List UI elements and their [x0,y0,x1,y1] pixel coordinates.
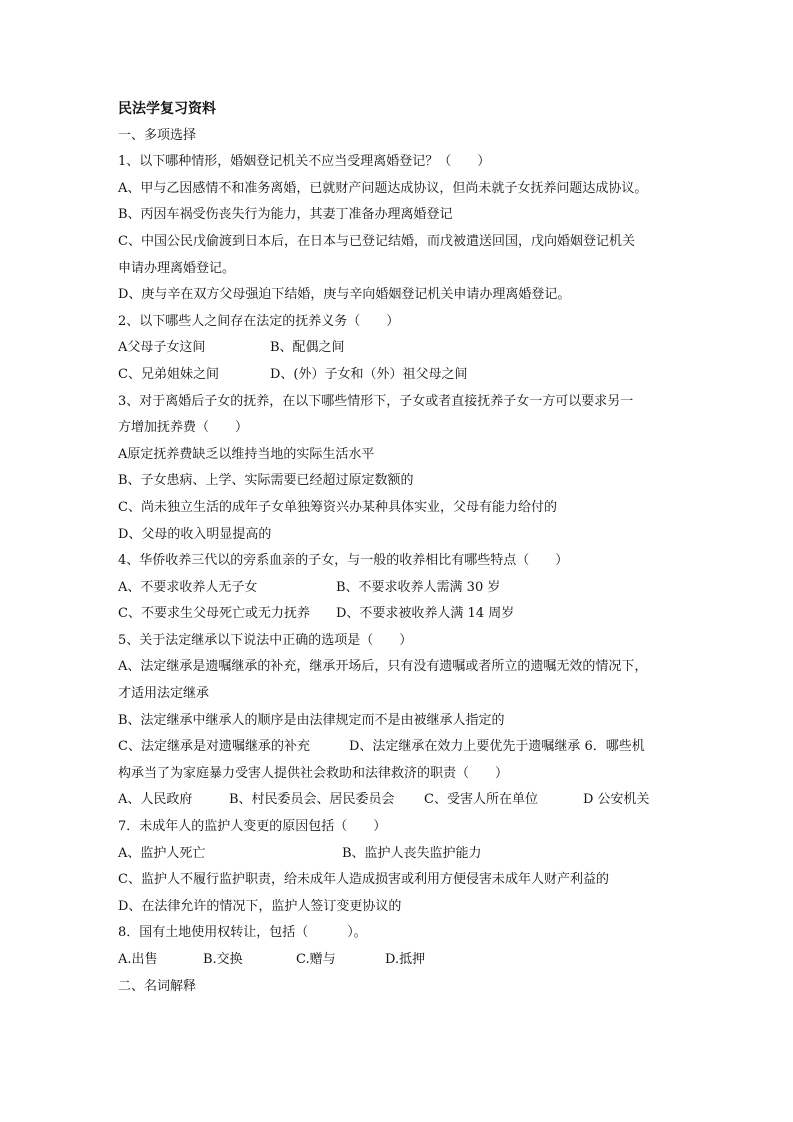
question-2-option-a: A父母子女这间 [118,340,206,356]
question-1-option-b: B、丙因车祸受伤丧失行为能力，其妻丁准备办理离婚登记 [118,207,453,223]
question-6-option-d: D 公安机关 [583,792,650,808]
question-3-option-c: C、尚未独立生活的成年子女单独筹资兴办某种具体实业，父母有能力给付的 [118,499,557,515]
question-7-option-b: B、监护人丧失监护能力 [342,845,482,861]
question-3-stem-cont: 方增加抚养费（ ） [118,420,249,436]
question-8-stem: 8．国有土地使用权转让，包括（ ）。 [118,925,367,941]
question-2-stem: 2、以下哪些人之间存在法定的抚养义务（ ） [118,313,400,329]
question-8-option-a: A.出售 [118,952,158,967]
question-3-option-b: B、子女患病、上学、实际需要已经超过原定数额的 [118,473,414,489]
question-7-options-row [118,841,688,868]
document-title: 民法学复习资料 [118,101,216,117]
question-8-option-b: B.交换 [203,952,243,967]
question-8-options-row [118,947,688,974]
question-5-stem: 5、关于法定继承以下说法中正确的选项是（ ） [118,632,413,648]
question-5-option-a: A、法定继承是遗嘱继承的补充，继承开场后，只有没有遗嘱或者所立的遗嘱无效的情况下， [118,659,648,675]
question-6-option-b: B、村民委员会、居民委员会 [229,792,395,808]
question-7-stem: 7．未成年人的监护人变更的原因包括（ ） [118,819,387,835]
question-5-option-a-cont: 才适用法定继承 [118,686,210,702]
question-3-option-d: D、父母的收入明显提高的 [118,526,272,542]
question-2-option-c: C、兄弟姐妹之间 [118,366,219,382]
question-8-option-c: C.赠与 [296,952,336,967]
question-6-options-row [118,787,688,814]
section-heading-2: 二、名词解释 [118,978,197,994]
question-1-option-c-cont: 申请办理离婚登记。 [118,260,236,276]
question-3-option-a: A原定抚养费缺乏以维持当地的实际生活水平 [118,446,375,462]
question-4-stem: 4、华侨收养三代以的旁系血亲的子女，与一般的收养相比有哪些特点（ ） [118,553,569,569]
question-6-option-a: A、人民政府 [118,792,193,808]
question-4-option-a: A、不要求收养人无子女 [118,579,258,595]
question-1-stem: 1、以下哪种情形，婚姻登记机关不应当受理离婚登记？（ ） [118,154,491,170]
section-heading-1: 一、多项选择 [118,127,197,143]
question-7-option-a: A、监护人死亡 [118,845,206,861]
question-2-options-row-2 [118,362,688,389]
question-1-option-a: A、甲与乙因感情不和准务离婚，已就财产问题达成协议，但尚未就子女抚养问题达成协议。 [118,180,648,196]
question-4-options-row-2 [118,601,688,628]
question-6-option-c: C、受害人所在单位 [424,792,538,808]
question-1-option-d: D、庚与辛在双方父母强迫下结婚，庚与辛向婚姻登记机关申请办理离婚登记。 [118,287,571,303]
question-2-options-row-1 [118,335,688,362]
question-2-option-b: B、配偶之间 [270,340,345,356]
question-3-stem: 3、对于离婚后子女的抚养，在以下哪些情形下，子女或者直接抚养子女一方可以要求另一 [118,393,634,409]
question-7-option-d: D、在法律允许的情况下，监护人签订变更协议的 [118,898,402,914]
question-6-stem: 构承当了为家庭暴力受害人提供社会救助和法律救济的职责（ ） [118,765,509,781]
question-8-option-d: D.抵押 [385,952,426,967]
question-1-option-c: C、中国公民戊偷渡到日本后，在日本与已登记结婚，而戊被遣送回国，戊向婚姻登记机关 [118,233,635,249]
document-page [118,96,688,1000]
question-5-option-b: B、法定继承中继承人的顺序是由法律规定而不是由被继承人指定的 [118,712,505,728]
question-2-option-d: D、(外）子女和（外）祖父母之间 [270,366,468,382]
question-7-option-c: C、监护人不履行监护职责，给未成年人造成损害或利用方便侵害未成年人财产利益的 [118,872,609,888]
question-4-option-c: C、不要求生父母死亡或无力抚养 [118,606,310,622]
question-4-options-row-1 [118,575,688,602]
question-5-options-cd: C、法定继承是对遗嘱继承的补充 D、法定继承在效力上要优先于遗嘱继承 6．哪些机 [118,739,645,755]
question-4-option-b: B、不要求收养人需满 30 岁 [336,579,501,595]
question-4-option-d: D、不要求被收养人满 14 周岁 [336,606,515,622]
